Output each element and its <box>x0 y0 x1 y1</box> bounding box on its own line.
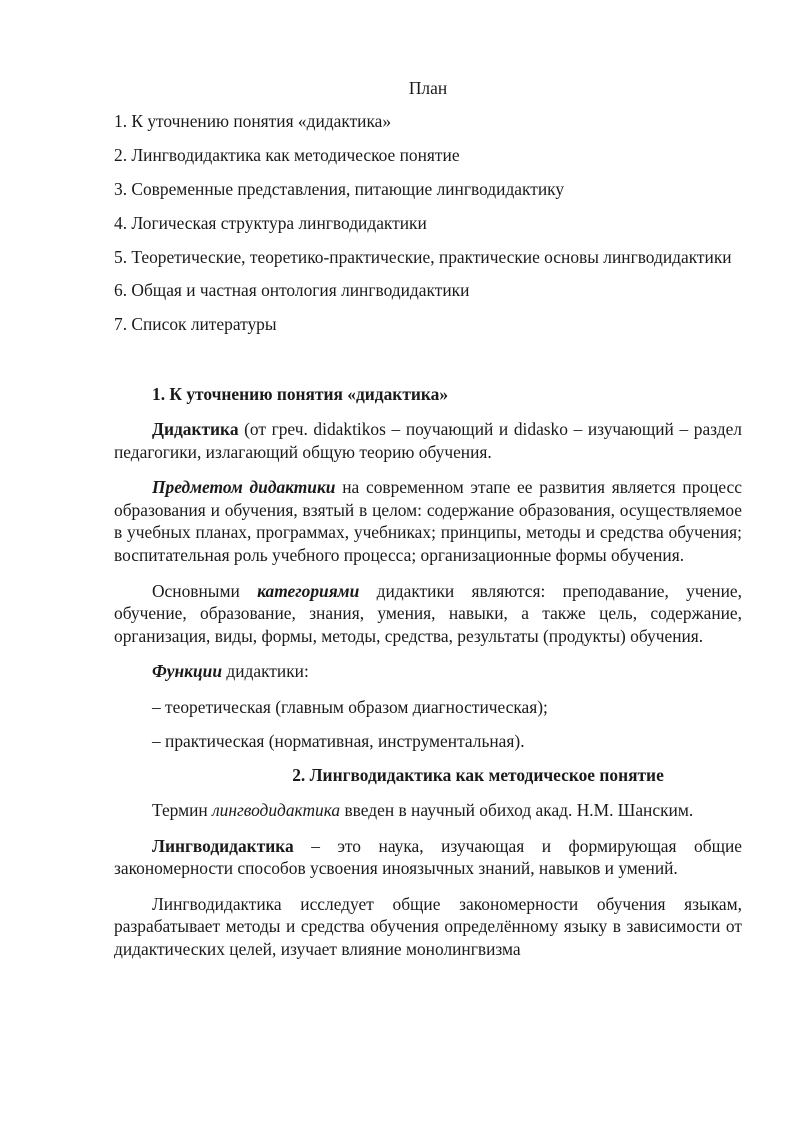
section-heading: 2. Лингводидактика как методическое понятие <box>292 764 664 785</box>
term-didactics: Дидактика <box>152 419 239 439</box>
list-item: – практическая (нормативная, инструментальная). <box>152 730 525 751</box>
plan-item: 3. Современные представления, питающие лингводидактику <box>114 179 565 199</box>
plan-item: 7. Список литературы <box>114 314 277 334</box>
paragraph-text: – это наука, изучающая и формирующая общие закономерности способов усвоения иноязычных знаний, навыков и умений. <box>114 835 742 879</box>
paragraph-didactics-definition <box>114 418 742 463</box>
term-linguodidactics-italic: лингводидактика <box>212 799 341 820</box>
section-heading: 1. К уточнению понятия «дидактика» <box>152 384 449 404</box>
paragraph-text: дидактики являются: преподавание, учение, обучение, образование, знания, умения, навыки, а также цель, содержание, организация, виды, формы, методы, средства, результаты (продукты) обучения. <box>114 580 742 646</box>
paragraph-text: Термин <box>152 799 213 820</box>
paragraph-term-origin <box>114 799 742 822</box>
plan-title: План <box>408 78 448 98</box>
plan-item: 1. К уточнению понятия «дидактика» <box>114 111 392 131</box>
plan-item: 5. Теоретические, теоретико-практические, практические основы лингводидактики <box>114 247 732 267</box>
term-functions: Функции <box>152 661 222 682</box>
paragraph-didactics-categories <box>114 580 742 648</box>
paragraph-text: (от греч. didaktikos – поучающий и didasko – изучающий – раздел педагогики, излагающий общую теорию обучения. <box>114 419 742 462</box>
paragraph-linguodidactics-research: Лингводидактика исследует общие закономерности обучения языкам, разрабатывает методы и средства обучения определённому языку в зависимости от дидактических целей, изучает влияние монолингвизма <box>114 893 742 959</box>
plan-item: 4. Логическая структура лингводидактики <box>114 213 427 233</box>
paragraph-text: дидактики: <box>222 661 309 682</box>
plan-item: 6. Общая и частная онтология лингводидактики <box>114 280 470 300</box>
paragraph-text: введен в научный обиход акад. Н.М. Шанским. <box>340 799 694 820</box>
document-content <box>114 77 742 974</box>
paragraph-linguodidactics-definition <box>114 835 742 880</box>
term-categories: категориями <box>257 580 360 601</box>
paragraph-didactics-functions <box>114 660 742 683</box>
plan-item: 2. Лингводидактика как методическое понятие <box>114 145 460 165</box>
plan-list <box>114 110 742 335</box>
term-subject: Предметом дидактики <box>152 477 336 498</box>
term-linguodidactics: Лингводидактика <box>152 835 294 856</box>
paragraph-text: на современном этапе ее развития является процесс образования и обучения, взятый в целом: содержание образования, осуществляемое в учебных планах, программах, учебниках; принципы, методы и средства обучения; воспитательная роль учебного процесса; организационные формы обучения. <box>114 477 742 565</box>
paragraph-didactics-subject <box>114 476 742 566</box>
paragraph-text: Основными <box>152 580 258 601</box>
list-item: – теоретическая (главным образом диагностическая); <box>152 696 548 717</box>
